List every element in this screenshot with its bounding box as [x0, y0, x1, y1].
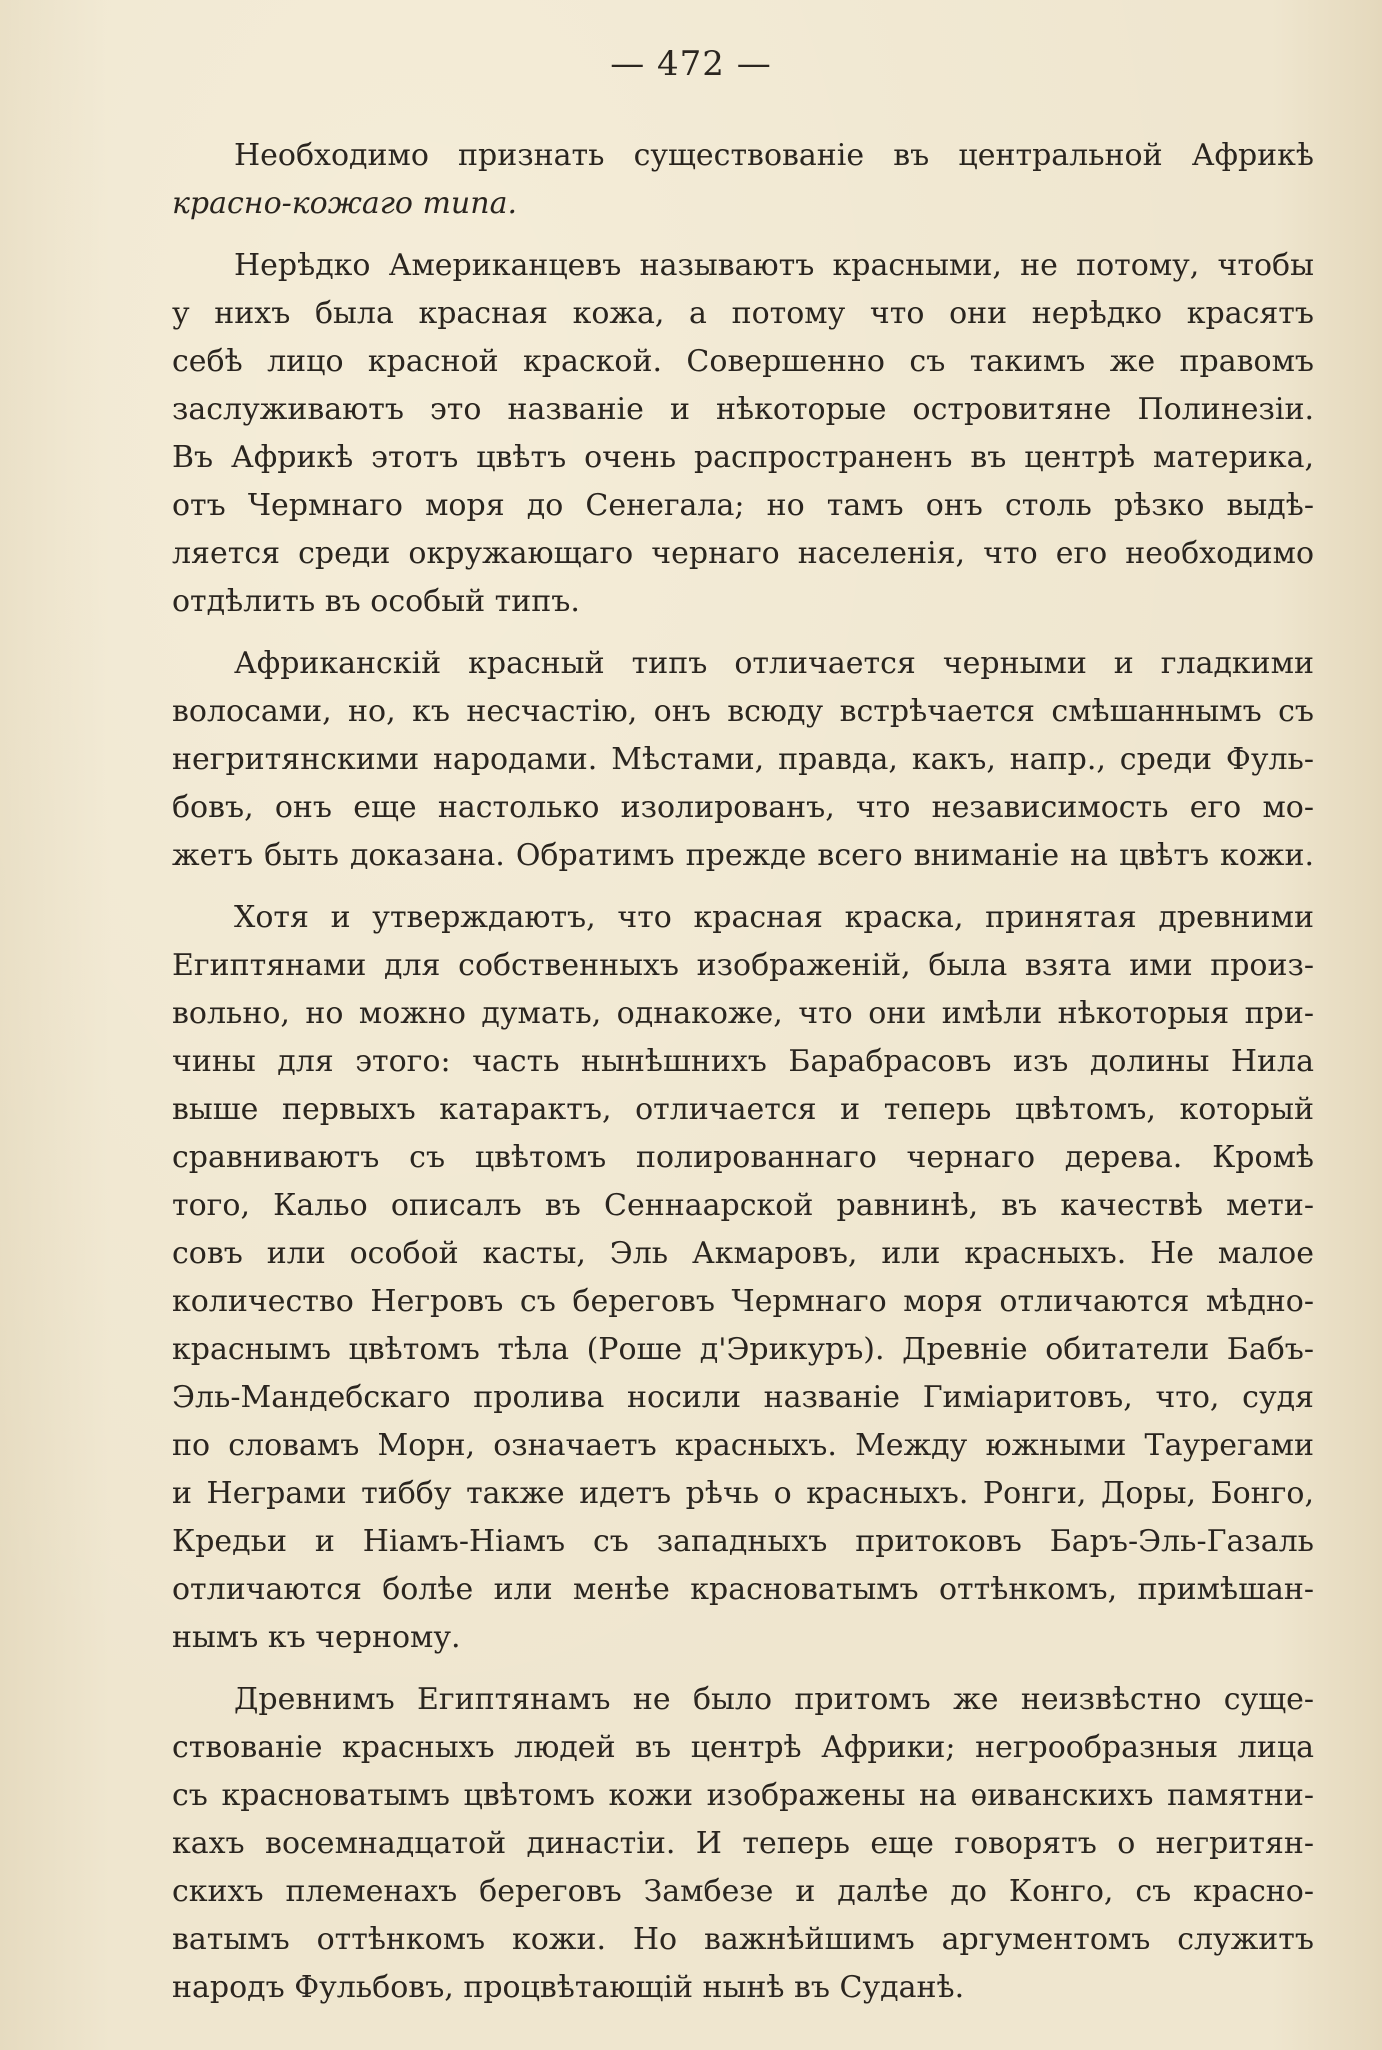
text-line: у нихъ была красная кожа, а потому что они нерѣдко красятъ [172, 296, 1314, 331]
text-line: Въ Африкѣ этотъ цвѣтъ очень распространенъ въ центрѣ материка, [172, 440, 1314, 475]
text-line: краснымъ цвѣтомъ тѣла (Роше д'Эрикуръ). Древніе обитатели Бабъ- [172, 1332, 1314, 1367]
text-line: ватымъ оттѣнкомъ кожи. Но важнѣйшимъ аргументомъ служитъ [172, 1922, 1314, 1957]
text-line: негритянскими народами. Мѣстами, правда, какъ, напр., среди Фуль- [172, 742, 1314, 777]
text-line: количество Негровъ съ береговъ Чермнаго моря отличаются мѣдно- [172, 1284, 1314, 1319]
text-line: Эль-Мандебскаго пролива носили названіе Гиміаритовъ, что, судя [172, 1380, 1314, 1415]
text-line: совъ или особой касты, Эль Акмаровъ, или красныхъ. Не малое [172, 1236, 1314, 1271]
paragraph [172, 894, 1314, 1662]
text-line: заслуживаютъ это названіе и нѣкоторые островитяне Полинезіи. [172, 392, 1314, 427]
text-line: ствованіе красныхъ людей въ центрѣ Африки; негрообразныя лица [172, 1730, 1314, 1765]
text-line: жетъ быть доказана. Обратимъ прежде всего вниманіе на цвѣтъ кожи. [172, 838, 1314, 873]
text-line: себѣ лицо красной краской. Совершенно съ такимъ же правомъ [172, 344, 1314, 379]
page-number: — 472 — [610, 44, 772, 84]
text-line: волосами, но, къ несчастію, онъ всюду встрѣчается смѣшаннымъ съ [172, 694, 1314, 729]
text-line: нымъ къ черному. [172, 1620, 461, 1655]
text-line: вольно, но можно думать, однакоже, что они имѣли нѣкоторыя при- [172, 996, 1314, 1031]
text-line: отъ Чермнаго моря до Сенегала; но тамъ онъ столь рѣзко выдѣ- [172, 488, 1314, 523]
paragraph [172, 1676, 1314, 2012]
text-line: съ красноватымъ цвѣтомъ кожи изображены на ѳиванскихъ памятни- [172, 1778, 1314, 1813]
text-line: того, Кальо описалъ въ Сеннаарской равнинѣ, въ качествѣ мети- [172, 1188, 1314, 1223]
text-line: Кредьи и Ніамъ-Ніамъ съ западныхъ притоковъ Баръ-Эль-Газаль [172, 1524, 1314, 1559]
text-line: бовъ, онъ еще настолько изолированъ, что независимость его мо- [172, 790, 1314, 825]
text-line: чины для этого: часть нынѣшнихъ Барабрасовъ изъ долины Нила [172, 1044, 1314, 1079]
text-line: народъ Фульбовъ, процвѣтающій нынѣ въ Суданѣ. [172, 1970, 965, 2005]
text-line: Африканскій красный типъ отличается черными и гладкими [234, 646, 1314, 681]
text-line: и Неграми тиббу также идетъ рѣчь о красныхъ. Ронги, Доры, Бонго, [172, 1476, 1314, 1511]
text-line: красно-кожаго типа. [172, 186, 517, 221]
text-line: ляется среди окружающаго чернаго населенія, что его необходимо [172, 536, 1314, 571]
text-line: Египтянами для собственныхъ изображеній, была взята ими произ- [172, 948, 1314, 983]
text-line: Древнимъ Египтянамъ не было притомъ же неизвѣстно суще- [234, 1682, 1314, 1717]
paragraph [172, 640, 1314, 880]
text-line: скихъ племенахъ береговъ Замбезе и далѣе до Конго, съ красно- [172, 1874, 1314, 1909]
text-line: сравниваютъ съ цвѣтомъ полированнаго чернаго дерева. Кромѣ [172, 1140, 1314, 1175]
text-line: Хотя и утверждаютъ, что красная краска, принятая древними [234, 900, 1314, 935]
paragraph [172, 242, 1314, 626]
text-line: Нерѣдко Американцевъ называютъ красными, не потому, чтобы [234, 248, 1314, 283]
paragraph [172, 132, 1314, 228]
text-line: выше первыхъ катарактъ, отличается и теперь цвѣтомъ, который [172, 1092, 1314, 1127]
text-line: по словамъ Морн, означаетъ красныхъ. Между южными Таурегами [172, 1428, 1314, 1463]
text-line: отдѣлить въ особый типъ. [172, 584, 580, 619]
text-line: кахъ восемнадцатой династіи. И теперь еще говорятъ о негритян- [172, 1826, 1314, 1861]
text-line: Необходимо признать существованіе въ центральной Африкѣ [234, 138, 1314, 173]
text-line: отличаются болѣе или менѣе красноватымъ оттѣнкомъ, примѣшан- [172, 1572, 1314, 1607]
body-text [172, 132, 1314, 2026]
